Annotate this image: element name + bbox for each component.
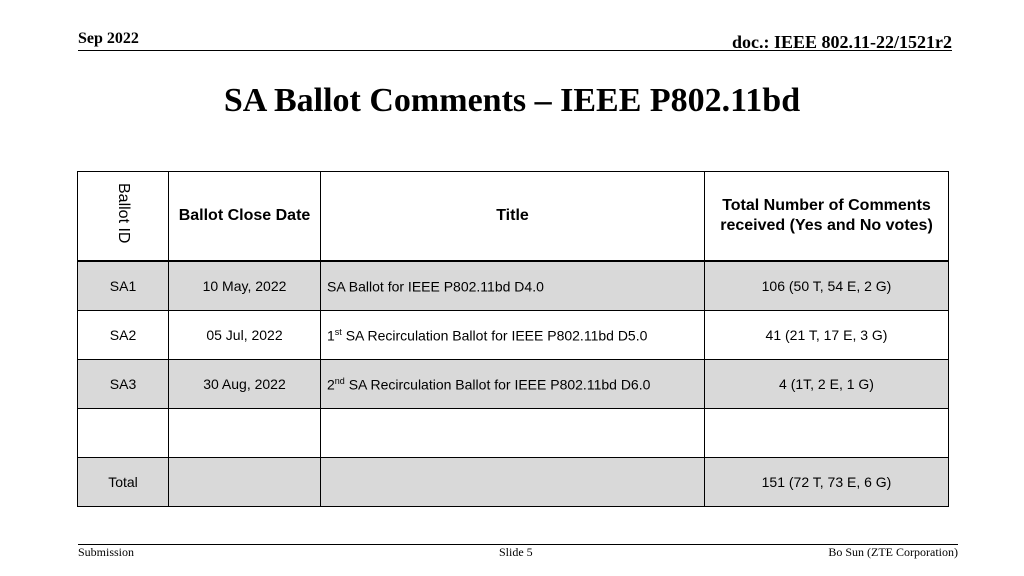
- cell-ballot-id: SA1: [78, 261, 169, 311]
- footer-submission: Submission: [78, 545, 135, 559]
- cell-title: [321, 261, 705, 311]
- cell-title: [321, 360, 705, 409]
- cell-title: [321, 409, 705, 458]
- cell-total-comments: [705, 409, 949, 458]
- cell-total-comments: 106 (50 T, 54 E, 2 G): [705, 261, 949, 311]
- cell-close-date: [169, 409, 321, 458]
- cell-total-comments: 151 (72 T, 73 E, 6 G): [705, 458, 949, 507]
- cell-close-date: 05 Jul, 2022: [169, 311, 321, 360]
- table-row: [78, 360, 949, 409]
- title-text: SA Recirculation Ballot for IEEE P802.11bd D5.0: [341, 327, 648, 344]
- cell-ballot-id: [78, 409, 169, 458]
- title-ordinal-suffix: nd: [334, 375, 345, 386]
- title-text: SA Ballot for IEEE P802.11bd D4.0: [327, 278, 544, 295]
- header-close-date: Ballot Close Date: [169, 172, 321, 262]
- table-row: [78, 261, 949, 311]
- header-date: Sep 2022: [78, 30, 139, 47]
- title-text: SA Recirculation Ballot for IEEE P802.11bd D6.0: [344, 376, 651, 393]
- table-total-row: [78, 458, 949, 507]
- header-ballot-id: [78, 172, 169, 262]
- slide-title: SA Ballot Comments – IEEE P802.11bd: [223, 82, 801, 119]
- title-ordinal: 2: [327, 376, 335, 393]
- header-total-comments: Total Number of Comments received (Yes and No votes): [705, 172, 949, 262]
- footer-author: Bo Sun (ZTE Corporation): [828, 545, 958, 559]
- cell-title: [321, 458, 705, 507]
- header-title: Title: [321, 172, 705, 262]
- ballot-comments-table: [77, 171, 949, 507]
- cell-close-date: 30 Aug, 2022: [169, 360, 321, 409]
- cell-total-comments: 41 (21 T, 17 E, 3 G): [705, 311, 949, 360]
- cell-total-label: Total: [78, 458, 169, 507]
- cell-total-comments: 4 (1T, 2 E, 1 G): [705, 360, 949, 409]
- footer-slide-number: Slide 5: [499, 545, 533, 559]
- cell-title: [321, 311, 705, 360]
- table-header-row: [78, 172, 949, 262]
- cell-close-date: 10 May, 2022: [169, 261, 321, 311]
- cell-ballot-id: SA3: [78, 360, 169, 409]
- header-doc-id: doc.: IEEE 802.11-22/1521r2: [731, 32, 952, 52]
- title-ordinal-suffix: st: [334, 326, 342, 337]
- header-ballot-id-label: Ballot ID: [115, 182, 132, 244]
- cell-close-date: [169, 458, 321, 507]
- title-ordinal: 1: [327, 327, 335, 344]
- table-row: [78, 409, 949, 458]
- header-rule: [78, 50, 952, 51]
- cell-ballot-id: SA2: [78, 311, 169, 360]
- table-row: [78, 311, 949, 360]
